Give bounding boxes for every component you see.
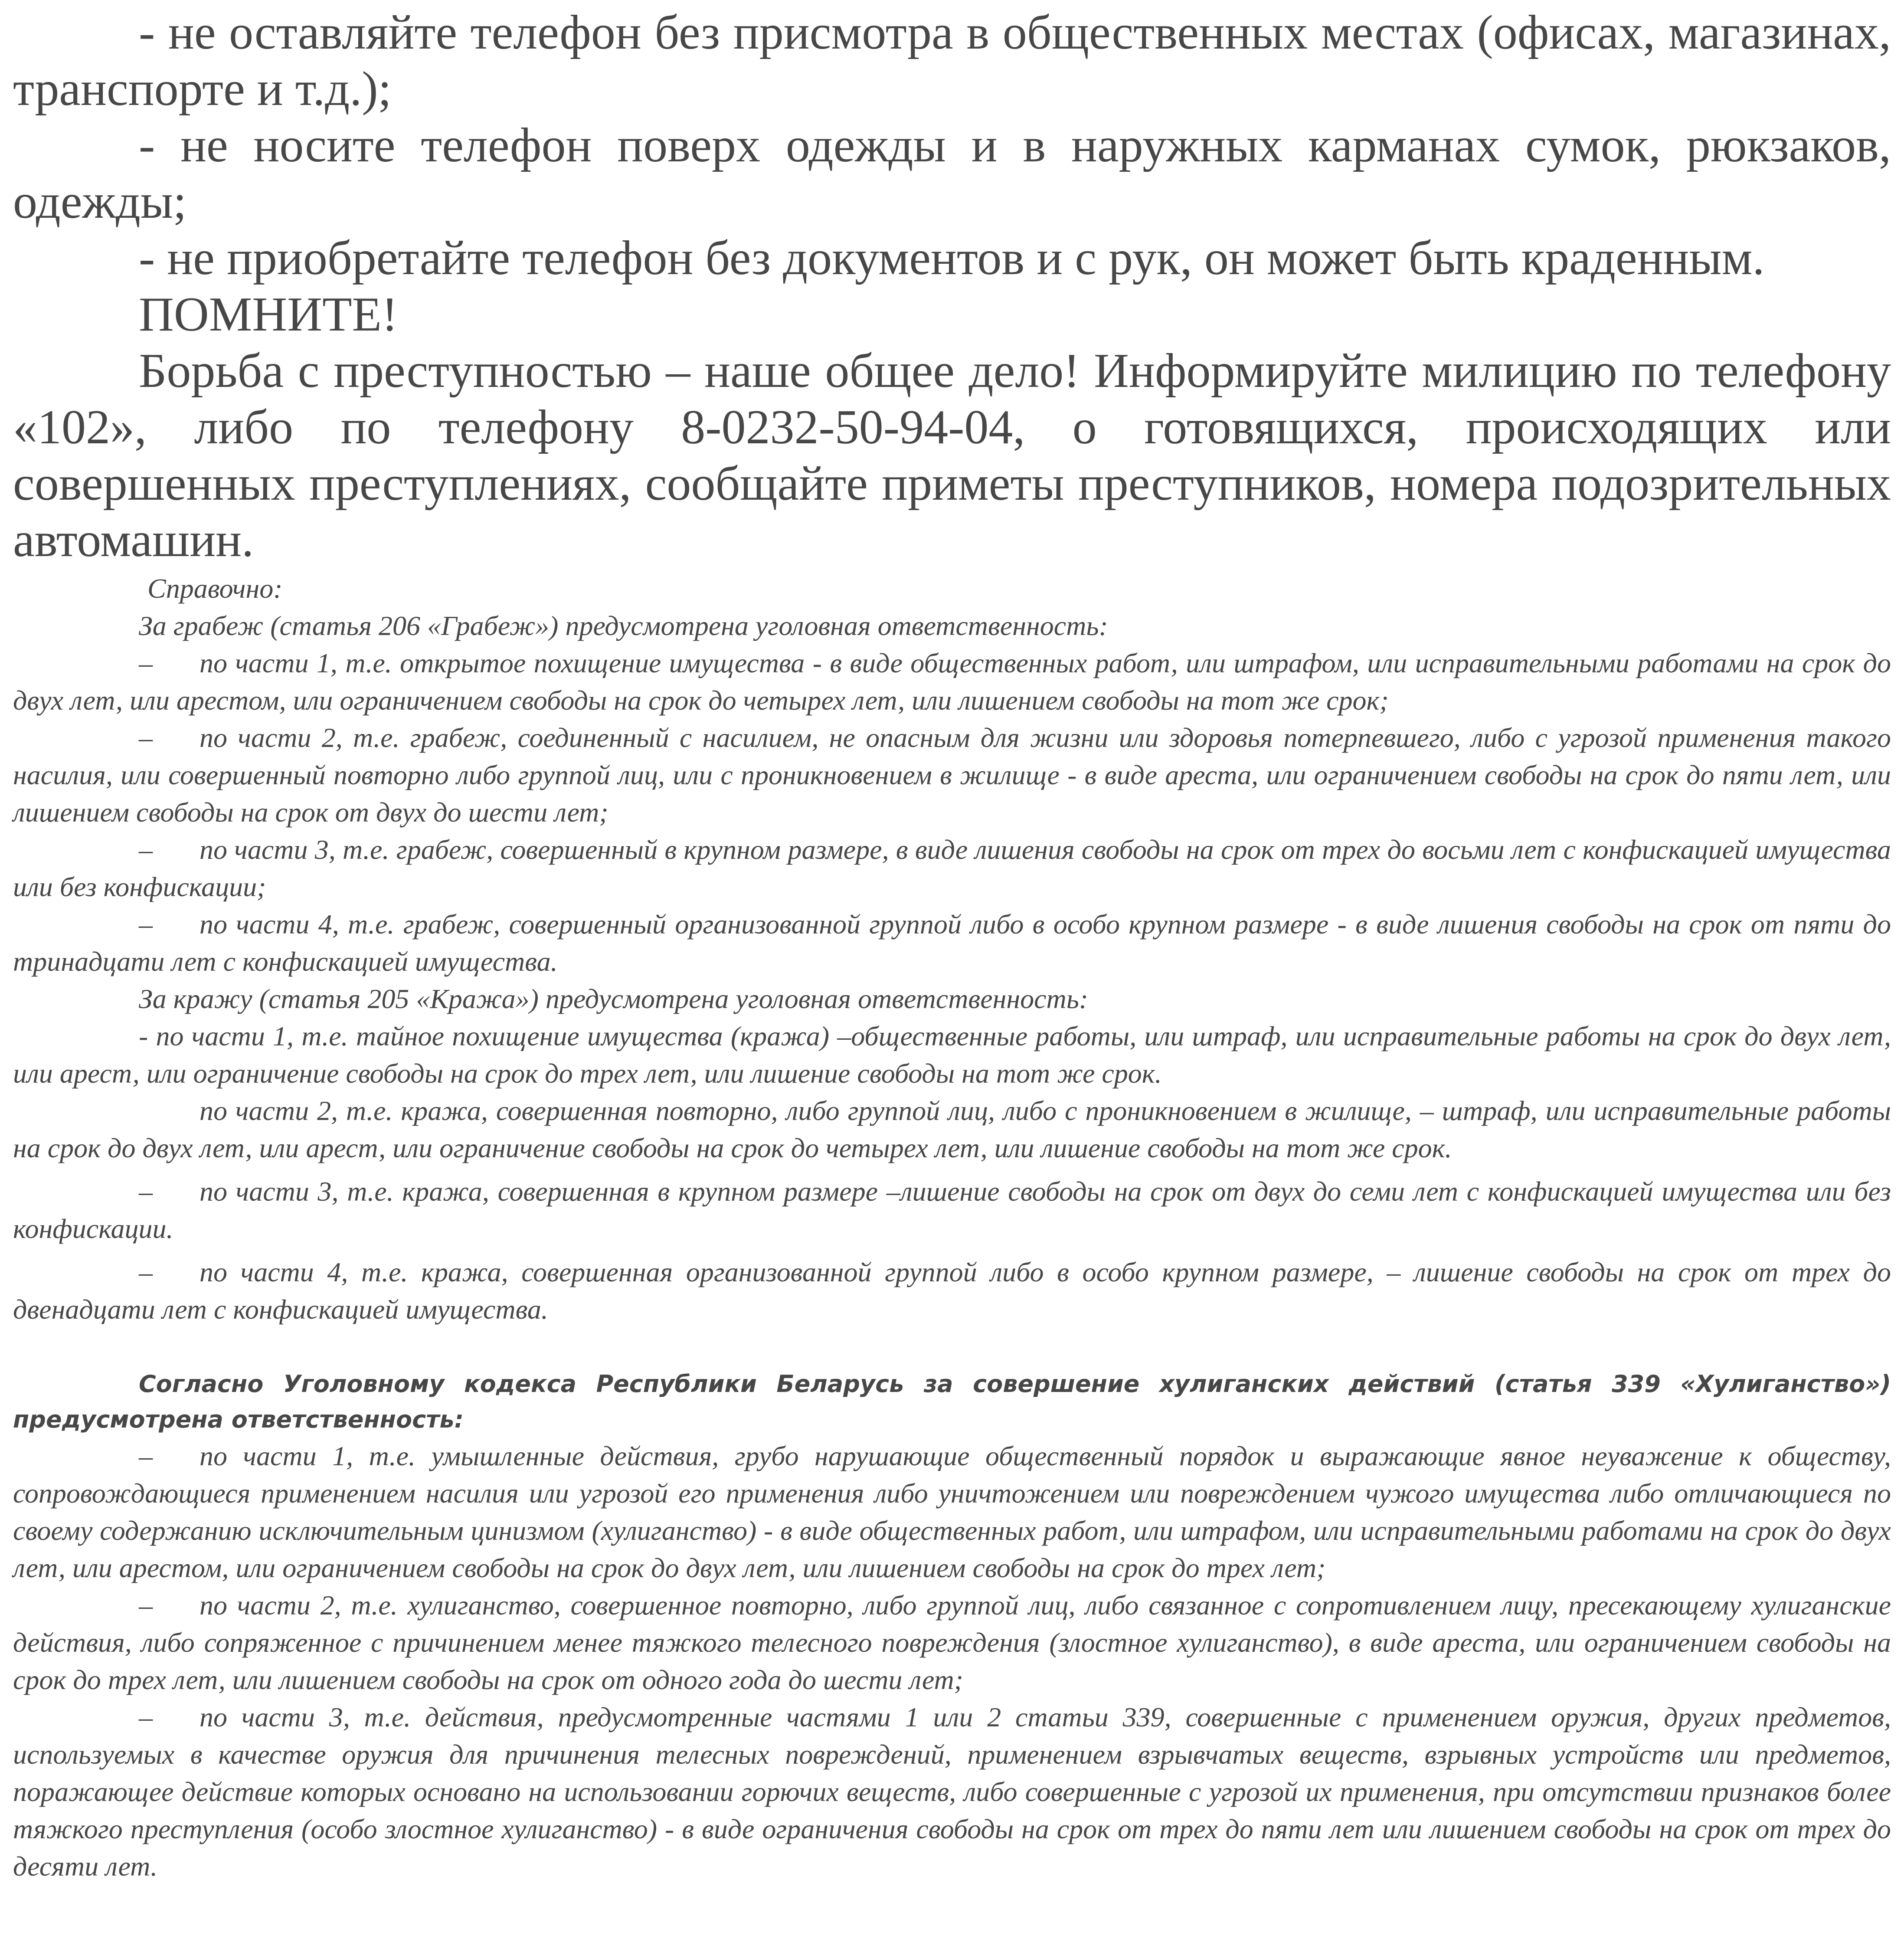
theft-heading: За кражу (статья 205 «Кража») предусмотрена уголовная ответственность:	[139, 983, 1089, 1014]
list-dash: –	[139, 648, 153, 678]
robbery-part-2-text: по части 2, т.е. грабеж, соединенный с насилием, не опасным для жизни или здоровья потерпевшего, либо с угрозой применения такого насилия, или совершенный повторно либо группой лиц, или с проникновением в жилище - в виде ареста, или ограничением свободы на срок до пяти лет, или лишением свободы на срок от двух до шести лет;	[13, 722, 1891, 828]
list-dash: –	[139, 722, 153, 753]
hooliganism-part-2-text: по части 2, т.е. хулиганство, совершенное повторно, либо группой лиц, либо связанное с сопротивлением лицу, пресекающему хулиганские действия, либо сопряженное с причинением менее тяжкого телесного повреждения (злостное хулиганство), в виде ареста, или ограничением свободы на срок до трех лет, или лишением свободы на срок от одного года до шести лет;	[13, 1590, 1891, 1695]
advice-paragraph-contact-police: Борьба с преступностью – наше общее дело! Информируйте милицию по телефону «102», либо по телефону 8-0232-50-94-04, о готовящихся, происходящих или совершенных преступлениях, сообщайте приметы преступников, номера подозрительных автомашин.	[13, 344, 1891, 567]
hooliganism-part-3-text: по части 3, т.е. действия, предусмотренные частями 1 или 2 статьи 339, совершенные с применением оружия, других предметов, используемых в качестве оружия для причинения телесных повреждений, применением взрывчатых веществ, взрывных устройств или предметов, поражающее действие которых основано на использовании горючих веществ, либо совершенные с угрозой их применения, при отсутствии признаков более тяжкого преступления (особо злостное хулиганство) - в виде ограничения свободы на срок от трех до пяти лет или лишением свободы на срок от трех до десяти лет.	[13, 1702, 1891, 1882]
robbery-part-4	[13, 906, 1891, 980]
advice-section	[13, 4, 1891, 568]
hooliganism-part-3	[13, 1699, 1891, 1885]
reference-label: Справочно:	[147, 573, 283, 604]
theft-part-4	[13, 1254, 1891, 1328]
theft-part-4-text: по части 4, т.е. кража, совершенная организованной группой либо в особо крупном размере, – лишение свободы на срок от трех до двенадцати лет с конфискацией имущества.	[13, 1257, 1891, 1325]
advice-paragraph-buy-with-documents: - не приобретайте телефон без документов и с рук, он может быть краденным.	[139, 231, 1765, 285]
hooliganism-heading: Согласно Уголовному кодекса Республики Беларусь за совершение хулиганских действий (статья 339 «Хулиганство») предусмотрена ответственность:	[13, 1370, 1891, 1433]
robbery-part-4-text: по части 4, т.е. грабеж, совершенный организованной группой либо в особо крупном размере - в виде лишения свободы на срок от пяти до тринадцати лет с конфискацией имущества.	[13, 909, 1891, 977]
robbery-part-1	[13, 645, 1891, 719]
list-dash: –	[139, 909, 153, 940]
list-dash: –	[139, 1441, 153, 1471]
theft-part-3-text: по части 3, т.е. кража, совершенная в крупном размере –лишение свободы на срок от двух до семи лет с конфискацией имущества или без конфискации.	[13, 1176, 1891, 1244]
hooliganism-part-1	[13, 1437, 1891, 1587]
remember-heading: ПОМНИТЕ!	[139, 288, 398, 341]
hooliganism-part-1-text: по части 1, т.е. умышленные действия, грубо нарушающие общественный порядок и выражающие явное неуважение к обществу, сопровождающиеся применением насилия или угрозой его применения либо уничтожением или повреждением чужого имущества либо отличающиеся по своему содержанию исключительным цинизмом (хулиганство) - в виде общественных работ, или штрафом, или исправительными работами на срок до двух лет, или арестом, или ограничением свободы на срок до двух лет, или лишением свободы на срок до трех лет;	[13, 1441, 1891, 1583]
reference-section	[13, 570, 1891, 1885]
robbery-heading: За грабеж (статья 206 «Грабеж») предусмотрена уголовная ответственность:	[139, 610, 1108, 641]
advice-paragraph-phone-on-clothes: - не носите телефон поверх одежды и в наружных карманах сумок, рюкзаков, одежды;	[13, 118, 1891, 229]
list-dash: –	[139, 1257, 153, 1287]
theft-part-1: - по части 1, т.е. тайное похищение имущества (кража) –общественные работы, или штраф, или исправительные работы на срок до двух лет, или арест, или ограничение свободы на срок до трех лет, или лишение свободы на тот же срок.	[13, 1021, 1891, 1089]
section-spacer	[13, 1328, 1891, 1366]
list-dash: –	[139, 1702, 153, 1732]
robbery-part-3	[13, 831, 1891, 906]
theft-part-3	[13, 1173, 1891, 1248]
list-dash: –	[139, 834, 153, 865]
advice-paragraph-unattended-phone: - не оставляйте телефон без присмотра в общественных местах (офисах, магазинах, транспорте и т.д.);	[13, 6, 1891, 116]
list-dash: –	[139, 1176, 153, 1207]
robbery-part-3-text: по части 3, т.е. грабеж, совершенный в крупном размере, в виде лишения свободы на срок от трех до восьми лет с конфискацией имущества или без конфискации;	[13, 834, 1891, 902]
robbery-part-1-text: по части 1, т.е. открытое похищение имущества - в виде общественных работ, или штрафом, или исправительными работами на срок до двух лет, или арестом, или ограничением свободы на срок до четырех лет, или лишением свободы на тот же срок;	[13, 648, 1891, 716]
robbery-part-2	[13, 719, 1891, 831]
list-dash: –	[139, 1590, 153, 1621]
hooliganism-part-2	[13, 1587, 1891, 1699]
theft-part-2: по части 2, т.е. кража, совершенная повторно, либо группой лиц, либо с проникновением в жилище, – штраф, или исправительные работы на срок до двух лет, или арест, или ограничение свободы на срок до четырех лет, или лишение свободы на тот же срок.	[13, 1095, 1891, 1163]
